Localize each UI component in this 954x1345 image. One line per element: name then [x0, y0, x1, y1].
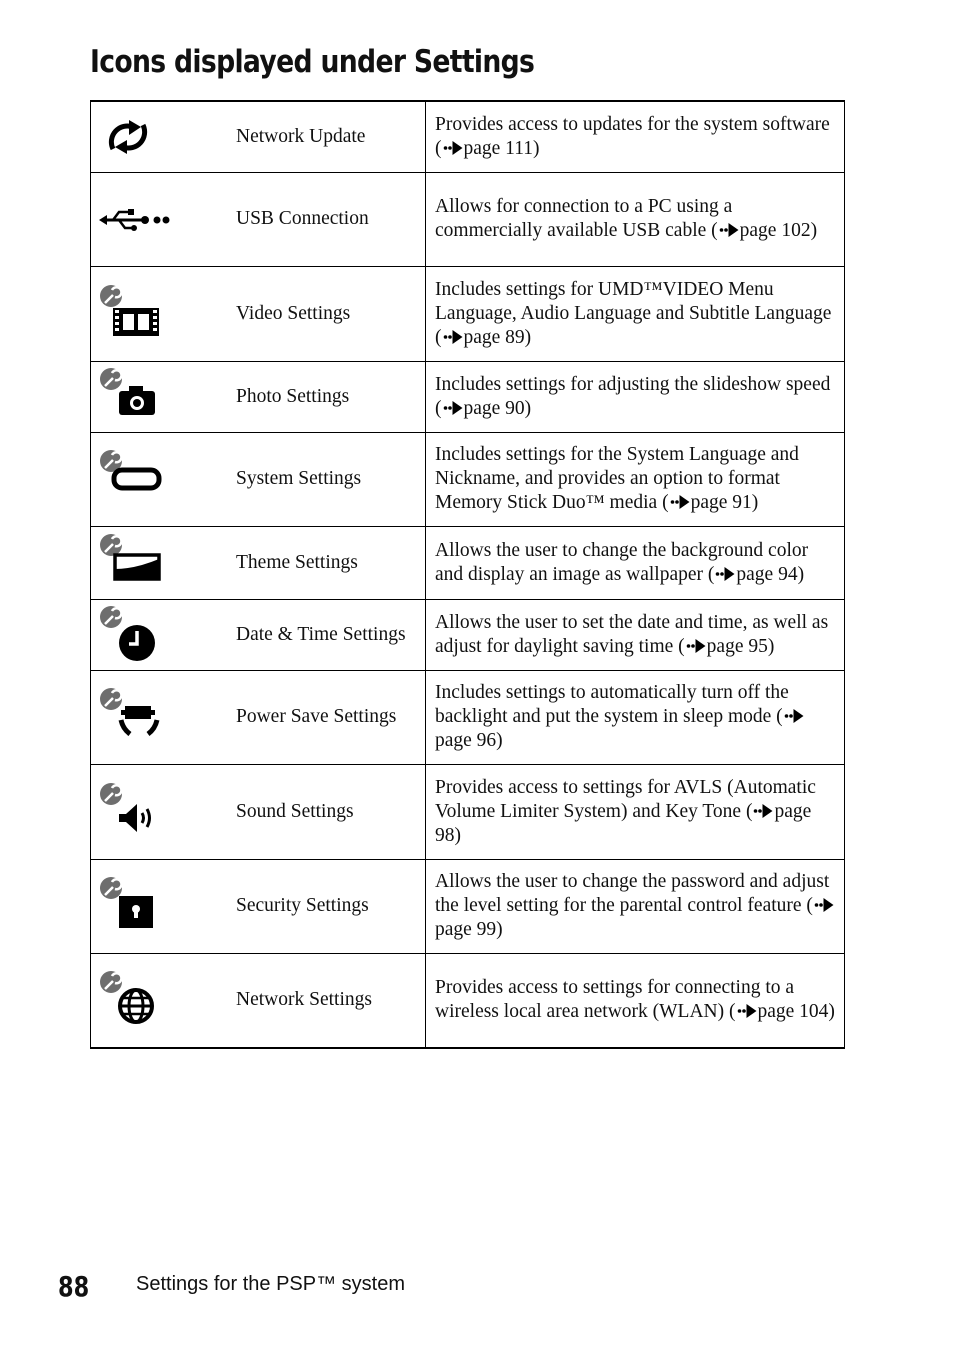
page-reference-icon	[814, 898, 834, 912]
page-reference-icon	[737, 1004, 757, 1018]
usb-connection-icon	[99, 189, 179, 249]
page-reference-icon	[784, 709, 804, 723]
setting-description: Provides access to settings for AVLS (Automatic Volume Limiter System) and Key Tone ( page 98)	[426, 764, 845, 859]
footer-section-title: Settings for the PSP™ system	[136, 1273, 405, 1295]
table-row	[91, 172, 845, 266]
security-settings-icon	[99, 876, 163, 936]
date-time-settings-icon	[99, 605, 163, 665]
setting-description: Allows the user to change the password and adjust the level setting for the parental control feature (page 99)	[426, 859, 845, 953]
page-reference-icon	[686, 639, 706, 653]
page-title: Icons displayed under Settings	[90, 44, 535, 80]
power-save-settings-icon	[99, 687, 163, 747]
setting-name: Network Settings	[236, 989, 372, 1011]
theme-settings-icon	[99, 533, 163, 593]
table-row	[91, 361, 845, 432]
table-row	[91, 670, 845, 764]
page-number: 88	[58, 1270, 90, 1303]
table-row	[91, 953, 845, 1048]
network-settings-icon	[99, 970, 163, 1030]
setting-description: Includes settings for the System Language and Nickname, and provides an option to format Memory Stick Duo™ media ( page 91)	[426, 432, 845, 526]
page-reference-icon	[443, 141, 463, 155]
setting-name: Video Settings	[236, 302, 351, 324]
table-row	[91, 859, 845, 953]
setting-description: Allows the user to set the date and time, as well as adjust for daylight saving time ( page 95)	[426, 599, 845, 670]
page-reference-icon	[443, 330, 463, 344]
page-reference-icon	[715, 567, 735, 581]
video-settings-icon	[99, 284, 163, 344]
page-reference-icon	[719, 223, 739, 237]
setting-description: Provides access to settings for connecting to a wireless local area network (WLAN) ( page 104)	[426, 953, 845, 1048]
page-reference-icon	[443, 401, 463, 415]
table-row	[91, 526, 845, 599]
sound-settings-icon	[99, 782, 163, 842]
setting-description: Allows for connection to a PC using a commercially available USB cable ( page 102)	[426, 172, 845, 266]
setting-name: Network Update	[236, 125, 366, 147]
photo-settings-icon	[99, 367, 163, 427]
setting-name: Date & Time Settings	[236, 623, 406, 645]
table-row	[91, 599, 845, 670]
table-row	[91, 101, 845, 172]
setting-name: Theme Settings	[236, 551, 358, 573]
setting-description: Includes settings for adjusting the slideshow speed ( page 90)	[426, 361, 845, 432]
setting-description: Includes settings to automatically turn off the backlight and put the system in sleep mode (page 96)	[426, 670, 845, 764]
setting-name: System Settings	[236, 468, 362, 489]
table-row	[91, 764, 845, 859]
setting-name: Photo Settings	[236, 385, 350, 407]
setting-name: Security Settings	[236, 895, 369, 916]
setting-description: Includes settings for UMD™VIDEO Menu Language, Audio Language and Subtitle Language ( page 89)	[426, 266, 845, 361]
page-reference-icon	[670, 495, 690, 509]
network-update-icon	[99, 107, 159, 167]
table-row	[91, 432, 845, 526]
setting-description: Provides access to updates for the system software ( page 111)	[426, 101, 845, 172]
setting-name: Sound Settings	[236, 800, 354, 822]
setting-name: Power Save Settings	[236, 706, 397, 727]
system-settings-icon	[99, 449, 163, 509]
setting-name: USB Connection	[236, 208, 369, 229]
page-reference-icon	[753, 804, 773, 818]
settings-icons-table	[90, 100, 845, 1049]
setting-description: Allows the user to change the background color and display an image as wallpaper ( page 94)	[426, 526, 845, 599]
table-row	[91, 266, 845, 361]
